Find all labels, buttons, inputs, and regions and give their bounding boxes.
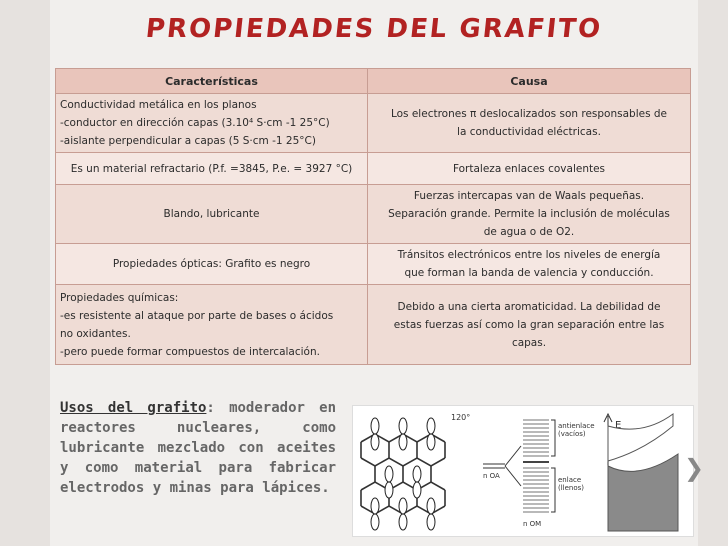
table-header-row [56,69,691,94]
table-row [56,94,691,153]
uses-body: moderador en reactores nucleares, como lubricante mezclado con aceites y como material para fabricar electrodos y minas para lápices. [60,400,336,496]
cell-line: Propiedades químicas: [60,291,179,304]
angle-label: 120° [451,413,471,422]
cell-line: -es resistente al ataque por parte de bases o ácidos [60,309,334,322]
cell-line: estas fuerzas así como la gran separación entre las [393,318,665,331]
cell-line: capas. [511,336,547,349]
cell-line: -conductor en dirección capas (3.10⁴ S·cm -1 25°C) [60,117,330,129]
cell-line: Fortaleza enlaces covalentes [452,162,606,175]
graphite-orbital-diagram [352,405,694,537]
enlace-label: enlace [558,476,582,484]
cell-causa [368,94,691,153]
cell-line: Tránsitos electrónicos entre los niveles de energía [397,249,661,261]
cell-causa [368,244,691,285]
cell-line: -aislante perpendicular a capas (5 S·cm -1 25°C) [60,135,316,147]
uses-paragraph [60,398,336,498]
cell-caracteristicas [56,94,368,153]
cell-line: Propiedades ópticas: Grafito es negro [112,258,311,270]
table-row [56,153,691,185]
cell-causa [368,285,691,365]
cell-caracteristicas [56,285,368,365]
table-row [56,185,691,244]
band-brackets [551,420,555,512]
cell-line: Conductividad metálica en los planos [60,99,257,111]
chevron-right-icon[interactable]: ❯ [683,454,705,482]
cell-line: Debido a una cierta aromaticidad. La debilidad de [397,300,661,313]
orbital-diagram-svg [353,406,693,536]
n-om-label: n OM [523,520,542,528]
enlace-sub-label: (llenos) [558,484,585,492]
cell-causa [368,153,691,185]
header-causa: Causa [368,69,691,94]
antienlace-label: antienlace [558,422,595,430]
cell-line: la conductividad eléctricas. [457,126,601,138]
molecular-orbital-bands [523,420,549,512]
n-oa-label: n OA [483,472,500,480]
atomic-orbital-levels [483,446,521,486]
cell-causa [368,185,691,244]
cell-caracteristicas [56,244,368,285]
antienlace-sub-label: (vacíos) [558,430,586,438]
uses-heading: Usos del grafito [60,400,207,416]
cell-line: no oxidantes. [60,327,131,340]
table-row [56,285,691,365]
left-margin-bar [0,0,50,546]
cell-line: Es un material refractario (P.f. =3845, P.e. = 3927 °C) [70,162,353,175]
cell-line: Los electrones π deslocalizados son responsables de [390,108,668,120]
cell-line: de agua o de O2. [483,226,575,238]
cell-line: Fuerzas intercapas van de Waals pequeñas. [413,190,645,202]
cell-caracteristicas [56,185,368,244]
uses-colon: : [206,400,215,416]
density-of-states-curves [608,414,678,531]
slide-title: PROPIEDADES DEL GRAFITO [144,14,604,44]
properties-table [55,68,691,365]
cell-line: Separación grande. Permite la inclusión de moléculas [388,208,670,220]
cell-line: que forman la banda de valencia y conducción. [404,267,654,279]
header-caracteristicas: Características [56,69,368,94]
table-row [56,244,691,285]
cell-line: -pero puede formar compuestos de intercalación. [60,345,320,358]
cell-line: Blando, lubricante [163,208,260,220]
next-slide-button[interactable] [683,455,705,481]
cell-caracteristicas [56,153,368,185]
energy-label: E [615,420,622,431]
